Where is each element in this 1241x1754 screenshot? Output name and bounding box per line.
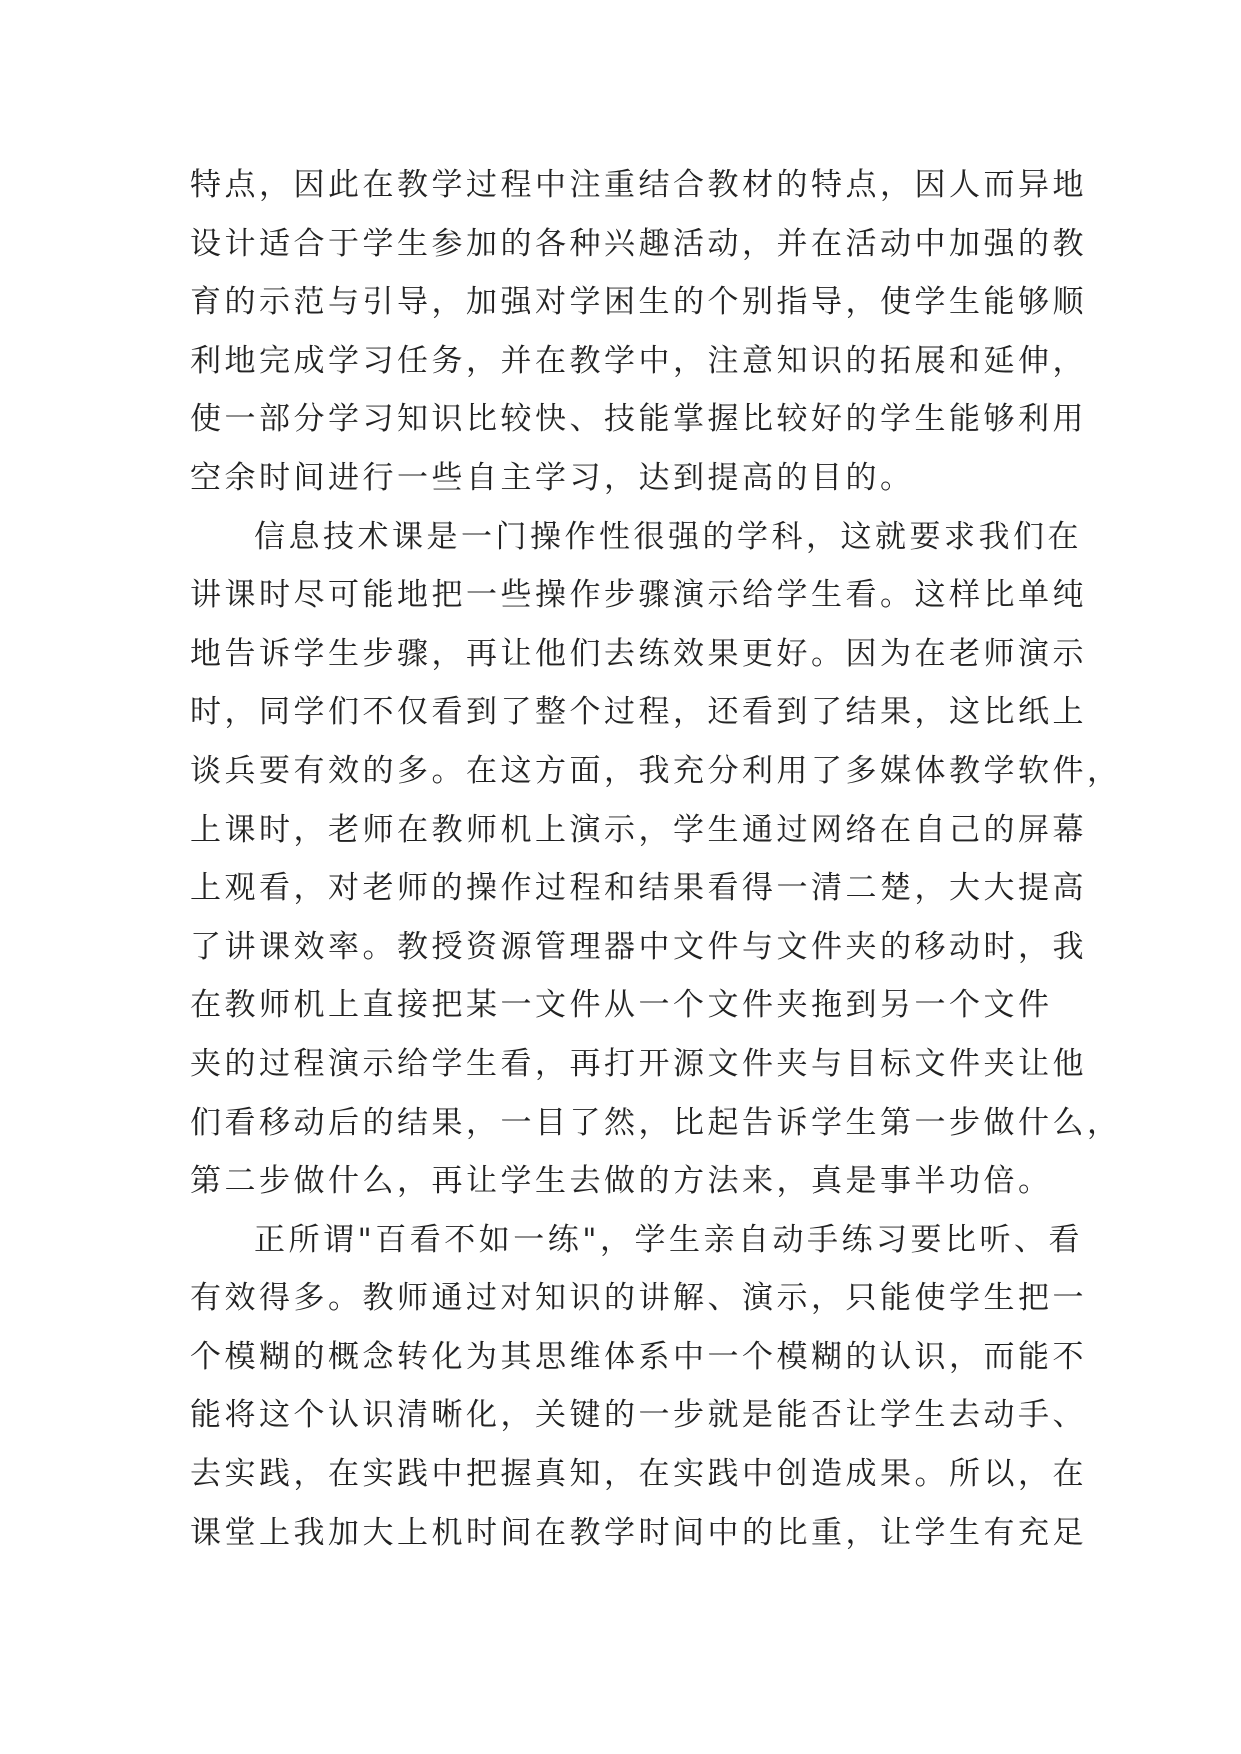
text-line: 空余时间进行一些自主学习，达到提高的目的。 [190,459,915,496]
text-line: 去实践，在实践中把握真知，在实践中创造成果。所以，在 [190,1456,1087,1493]
text-line: 特点，因此在教学过程中注重结合教材的特点，因人而异地 [190,167,1087,203]
text-line: 信息技术课是一门操作性很强的学科，这就要求我们在 [254,518,1082,555]
text-line: 课堂上我加大上机时间在教学时间中的比重，让学生有充足 [190,1514,1087,1551]
text-line: 了讲课效率。教授资源管理器中文件与文件夹的移动时，我 [190,928,1087,965]
text-line: 正所谓"百看不如一练"，学生亲自动手练习要比听、看 [254,1221,1084,1258]
text-line: 上课时，老师在教师机上演示，学生通过网络在自己的屏幕 [190,811,1087,848]
text-line: 能将这个认识清晰化，关键的一步就是能否让学生去动手、 [190,1397,1087,1434]
paragraph-2 [190,508,1122,1211]
paragraph-3 [190,1211,1087,1563]
text-line: 有效得多。教师通过对知识的讲解、演示，只能使学生把一 [190,1280,1087,1317]
text-line: 在教师机上直接把某一文件从一个文件夹拖到另一个文件 [190,987,1053,1024]
paragraph-1 [190,156,1087,508]
text-line: 利地完成学习任务，并在教学中，注意知识的拓展和延伸， [190,342,1087,379]
document-body [190,156,1122,1562]
text-line: 夹的过程演示给学生看，再打开源文件夹与目标文件夹让他 [190,1045,1087,1082]
text-line: 们看移动后的结果，一目了然，比起告诉学生第一步做什么， [190,1104,1122,1141]
text-line: 第二步做什么，再让学生去做的方法来，真是事半功倍。 [190,1163,1053,1200]
text-line: 地告诉学生步骤，再让他们去练效果更好。因为在老师演示 [190,635,1087,672]
text-line: 使一部分学习知识比较快、技能掌握比较好的学生能够利用 [190,401,1087,438]
text-line: 上观看，对老师的操作过程和结果看得一清二楚，大大提高 [190,870,1087,907]
text-line: 个模糊的概念转化为其思维体系中一个模糊的认识，而能不 [190,1338,1087,1375]
text-line: 设计适合于学生参加的各种兴趣活动，并在活动中加强的教 [190,225,1087,262]
text-line: 时，同学们不仅看到了整个过程，还看到了结果，这比纸上 [190,694,1087,731]
text-line: 讲课时尽可能地把一些操作步骤演示给学生看。这样比单纯 [190,577,1087,614]
text-line: 育的示范与引导，加强对学困生的个别指导，使学生能够顺 [190,284,1087,321]
text-line: 谈兵要有效的多。在这方面，我充分利用了多媒体教学软件， [190,752,1122,789]
